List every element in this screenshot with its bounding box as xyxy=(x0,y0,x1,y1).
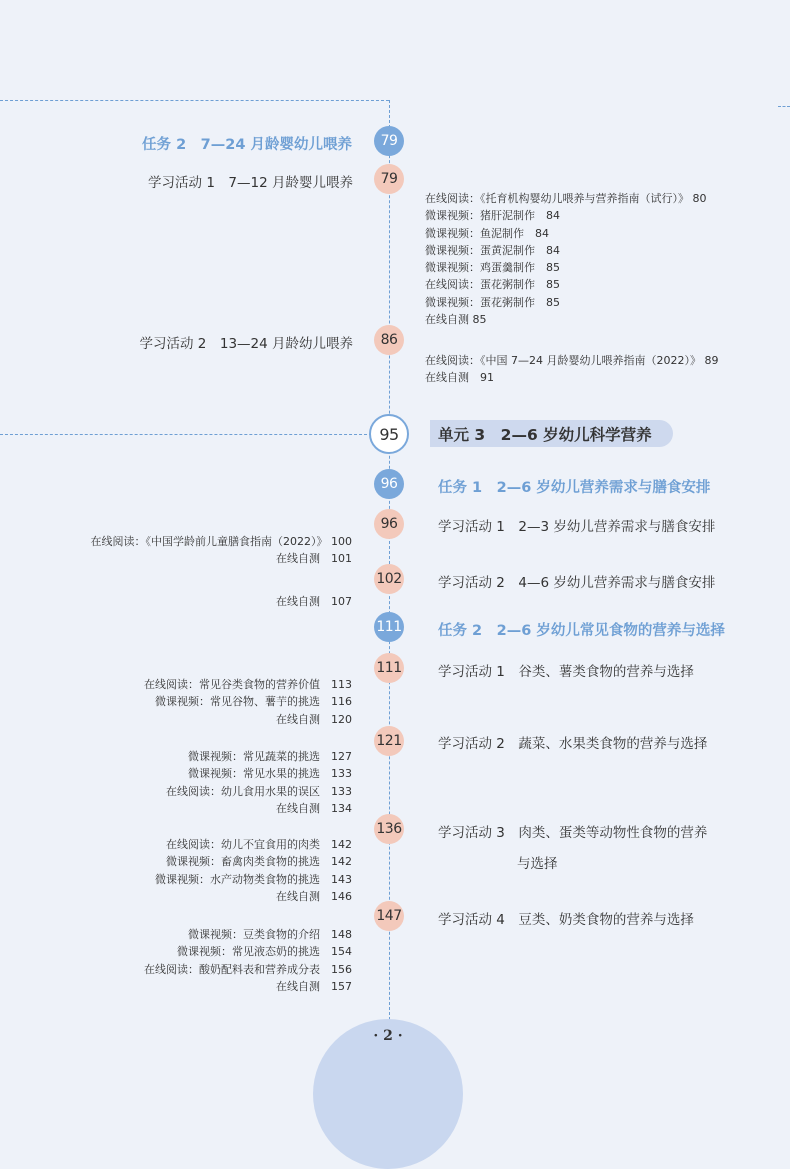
resource-item[interactable]: 微课视频：豆类食物的介绍 148 xyxy=(188,928,352,941)
activity-title[interactable]: 学习活动 1 7—12 月龄婴儿喂养 xyxy=(148,175,353,191)
activity-page-circle: 86 xyxy=(374,325,404,355)
resource-item[interactable]: 在线自测 134 xyxy=(276,801,352,815)
resource-item[interactable]: 微课视频：蛋黄泥制作 84 xyxy=(425,243,560,257)
resource-item[interactable]: 微课视频：猪肝泥制作 84 xyxy=(425,209,560,223)
task-title[interactable]: 任务 2 7—24 月龄婴幼儿喂养 xyxy=(142,137,352,153)
activity-resource-list xyxy=(166,748,352,817)
activity-resource-list xyxy=(91,533,353,568)
activity-resource-list xyxy=(276,593,352,610)
task-title[interactable]: 任务 1 2—6 岁幼儿营养需求与膳食安排 xyxy=(438,480,711,496)
activity-title[interactable]: 学习活动 1 谷类、薯类食物的营养与选择 xyxy=(438,664,694,680)
activity-resource-list xyxy=(144,926,352,995)
top-right-divider-line xyxy=(778,106,790,107)
activity-title[interactable]: 学习活动 2 蔬菜、水果类食物的营养与选择 xyxy=(438,736,708,752)
activity-title[interactable]: 学习活动 2 4—6 岁幼儿营养需求与膳食安排 xyxy=(438,575,716,591)
activity-title[interactable]: 学习活动 1 2—3 岁幼儿营养需求与膳食安排 xyxy=(438,519,716,535)
page-number: · 2 · xyxy=(373,1028,403,1044)
activity-title[interactable]: 学习活动 2 13—24 月龄幼儿喂养 xyxy=(139,336,353,352)
activity-page-circle: 102 xyxy=(374,564,404,594)
task-page-circle: 96 xyxy=(374,469,404,499)
resource-item[interactable]: 微课视频：常见水果的挑选 133 xyxy=(188,767,352,781)
resource-item[interactable]: 在线自测 146 xyxy=(276,889,352,903)
resource-item[interactable]: 在线阅读：《托育机构婴幼儿喂养与营养指南（试行）》 80 xyxy=(425,192,707,205)
activity-resource-list xyxy=(425,352,718,387)
activity-resource-list xyxy=(425,190,707,328)
resource-item[interactable]: 在线自测 120 xyxy=(276,712,352,726)
task-page-circle: 111 xyxy=(374,612,404,642)
unit-divider-line xyxy=(0,434,372,435)
activity-page-circle: 136 xyxy=(374,814,404,844)
resource-item[interactable]: 在线自测 85 xyxy=(425,313,487,327)
activity-page-circle: 96 xyxy=(374,509,404,539)
resource-item[interactable]: 在线自测 107 xyxy=(276,595,352,608)
resource-item[interactable]: 在线自测 101 xyxy=(276,552,352,566)
top-divider-line xyxy=(0,100,389,101)
resource-item[interactable]: 在线阅读：《中国 7—24 月龄婴幼儿喂养指南（2022）》 89 xyxy=(425,354,719,367)
task-title[interactable]: 任务 2 2—6 岁幼儿常见食物的营养与选择 xyxy=(438,623,725,639)
resource-item[interactable]: 微课视频：蛋花粥制作 85 xyxy=(425,295,560,309)
activity-page-circle: 121 xyxy=(374,726,404,756)
resource-item[interactable]: 在线阅读：蛋花粥制作 85 xyxy=(425,278,560,292)
resource-item[interactable]: 微课视频：常见液态奶的挑选 154 xyxy=(177,945,352,959)
activity-resource-list xyxy=(144,676,352,728)
resource-item[interactable]: 在线自测 91 xyxy=(425,371,494,385)
resource-item[interactable]: 在线阅读：幼儿不宜食用的肉类 142 xyxy=(166,838,352,851)
resource-item[interactable]: 微课视频：鱼泥制作 84 xyxy=(425,226,549,240)
activity-title[interactable]: 学习活动 3 肉类、蛋类等动物性食物的营养 xyxy=(438,825,708,841)
unit-page-circle: 95 xyxy=(369,414,409,454)
resource-item[interactable]: 在线阅读：《中国学龄前儿童膳食指南（2022）》 100 xyxy=(90,535,352,548)
task-page-circle: 79 xyxy=(374,126,404,156)
resource-item[interactable]: 在线阅读：幼儿食用水果的误区 133 xyxy=(166,784,352,798)
activity-title[interactable]: 学习活动 4 豆类、奶类食物的营养与选择 xyxy=(438,912,694,928)
unit-title-banner[interactable]: 单元 3 2—6 岁幼儿科学营养 xyxy=(430,420,673,447)
resource-item[interactable]: 在线阅读：酸奶配料表和营养成分表 156 xyxy=(144,962,352,976)
resource-item[interactable]: 微课视频：常见谷物、薯芋的挑选 116 xyxy=(155,695,352,709)
activity-page-circle: 111 xyxy=(374,653,404,683)
resource-item[interactable]: 微课视频：鸡蛋羹制作 85 xyxy=(425,261,560,275)
activity-page-circle: 147 xyxy=(374,901,404,931)
resource-item[interactable]: 在线自测 157 xyxy=(276,979,352,993)
resource-item[interactable]: 微课视频：畜禽肉类食物的挑选 142 xyxy=(166,855,352,869)
activity-resource-list xyxy=(155,836,352,905)
activity-page-circle: 79 xyxy=(374,164,404,194)
resource-item[interactable]: 微课视频：水产动物类食物的挑选 143 xyxy=(155,872,352,886)
activity-title-continued[interactable]: 与选择 xyxy=(517,856,558,872)
resource-item[interactable]: 在线阅读：常见谷类食物的营养价值 113 xyxy=(144,678,352,691)
resource-item[interactable]: 微课视频：常见蔬菜的挑选 127 xyxy=(188,750,352,763)
